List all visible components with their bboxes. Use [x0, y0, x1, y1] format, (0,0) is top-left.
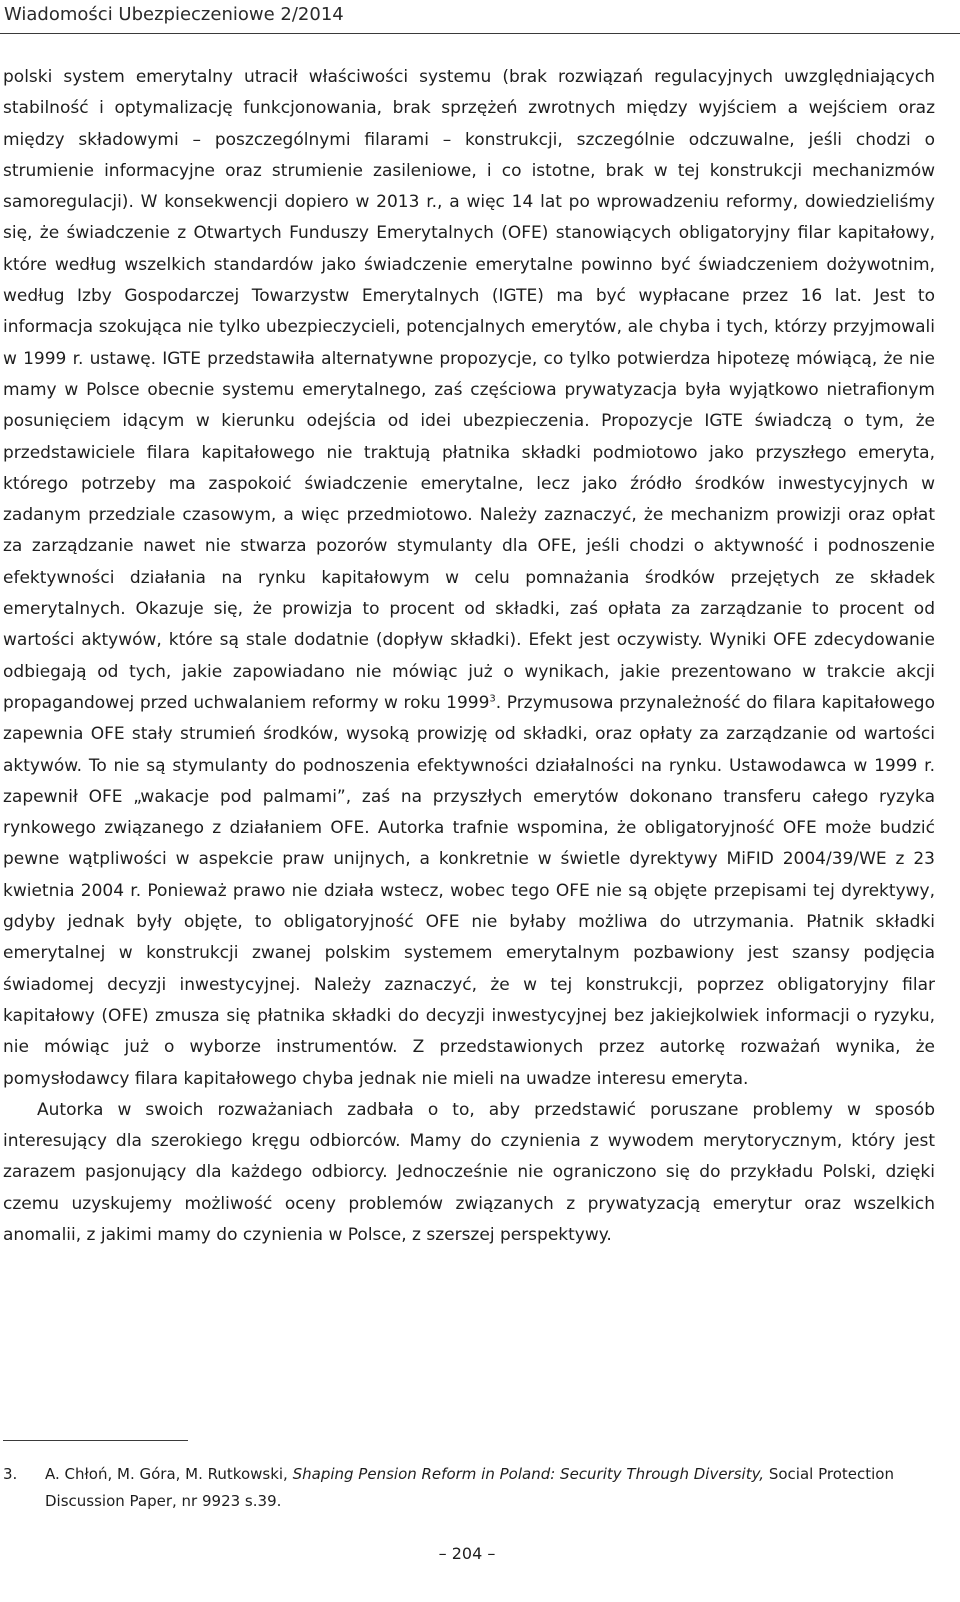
footnote-number: 3.: [3, 1465, 18, 1483]
header-divider: [0, 33, 960, 34]
footnote-title: Shaping Pension Reform in Poland: Security Through Diversity,: [292, 1465, 765, 1483]
footnote-ref[interactable]: 3: [489, 693, 496, 705]
footnote-divider: [3, 1440, 188, 1441]
article-body: [3, 62, 935, 1251]
paragraph-1: [3, 62, 935, 1095]
paragraph-2: Autorka w swoich rozważaniach zadbała o to, aby przedstawić poruszane problemy w sposób interesujący dla szerokiego kręgu odbiorców. Mamy do czynienia z wywodem merytorycznym, który jest zarazem pasjonujący dla każdego odbiorcy. Jednocześnie nie ograniczono się do przykładu Polski, dzięki czemu uzyskujemy możliwość oceny problemów związanych z prywatyzacją emerytur oraz wszelkich anomalii, z jakimi mamy do czynienia w Polsce, z szerszej perspektywy.: [3, 1099, 935, 1245]
footnote-source: Social Protection Discussion Paper, nr 9923 s.39.: [45, 1465, 894, 1510]
footnote: [3, 1461, 935, 1515]
footnote-authors: A. Chłoń, M. Góra, M. Rutkowski,: [45, 1465, 293, 1483]
paragraph-1-text: polski system emerytalny utracił właściwości systemu (brak rozwiązań regulacyjnych uwzględniających stabilność i optymalizację funkcjonowania, brak sprzężeń zwrotnych między wyjściem a wejściem oraz między składowymi – poszczególnymi filarami – konstrukcji, szczególnie odczuwalne, jeśli chodzi o strumienie informacyjne oraz strumienie zasileniowe, i co istotne, brak w tej konstrukcji mechanizmów samoregulacji). W konsekwencji dopiero w 2013 r., a więc 14 lat po wprowadzeniu reformy, dowiedzieliśmy się, że świadczenie z Otwartych Funduszy Emerytalnych (OFE) stanowiących obligatoryjny filar kapitałowy, które według wszelkich standardów jako świadczenie emerytalne powinno być świadczeniem dożywotnim, według Izby Gospodarczej Towarzystw Emerytalnych (IGTE) ma być wypłacane przez 16 lat. Jest to informacja szokująca nie tylko ubezpieczycieli, potencjalnych emerytów, ale chyba i tych, którzy przyjmowali w 1999 r. ustawę. IGTE przedstawiła alternatywne propozycje, co tylko potwierdza hipotezę mówiącą, że nie mamy w Polsce obecnie systemu emerytalnego, zaś częściowa prywatyzacja była wyjątkowo nietrafionym posunięciem idącym w kierunku odejścia od idei ubezpieczenia. Propozycje IGTE świadczą o tym, że przedstawiciele filara kapitałowego nie traktują płatnika składki podmiotowo jako przyszłego emeryta, którego potrzeby ma zaspokoić świadczenie emerytalne, lecz jako źródło środków inwestycyjnych w zadanym przedziale czasowym, a więc przedmiotowo. Należy zaznaczyć, że mechanizm prowizji oraz opłat za zarządzanie nawet nie stwarza pozorów stymulanty dla OFE, jeśli chodzi o aktywność i podnoszenie efektywności działania na rynku kapitałowym w celu pomnażania środków przejętych ze składek emerytalnych. Okazuje się, że prowizja to procent od składki, zaś opłata za zarządzanie to procent od wartości aktywów, które są stale dodatnie (dopływ składki). Efekt jest oczywisty. Wyniki OFE zdecydowanie odbiegają od tych, jakie zapowiadano nie mówiąc już o wynikach, jakie prezentowano w trakcie akcji propagandowej przed uchwalaniem reformy w roku 1999: [3, 67, 935, 713]
running-header: Wiadomości Ubezpieczeniowe 2/2014: [4, 4, 344, 25]
paragraph-1-text-cont: . Przymusowa przynależność do filara kapitałowego zapewnia OFE stały strumień środków, wysoką prowizję od składki, oraz opłaty za zarządzanie od wartości aktywów. To nie są stymulanty do podnoszenia efektywności działalności na rynku. Ustawodawca w 1999 r. zapewnił OFE „wakacje pod palmami”, zaś na przyszłych emerytów dokonano transferu całego ryzyka rynkowego związanego z działaniem OFE. Autorka trafnie wspomina, że obligatoryjność OFE może budzić pewne wątpliwości w aspekcie praw unijnych, a konkretnie w świetle dyrektywy MiFID 2004/39/WE z 23 kwietnia 2004 r. Ponieważ prawo nie działa wstecz, wobec tego OFE nie są objęte przepisami tej dyrektywy, gdyby jednak były objęte, to obligatoryjność OFE nie byłaby możliwa do utrzymania. Płatnik składki emerytalnej w konstrukcji zwanej polskim systemem emerytalnym pozbawiony jest szansy podjęcia świadomej decyzji inwestycyjnej. Należy zaznaczyć, że w tej konstrukcji, poprzez obligatoryjny filar kapitałowy (OFE) zmusza się płatnika składki do decyzji inwestycyjnej bez jakiejkolwiek informacji o ryzyku, nie mówiąc już o wyborze instrumentów. Z przedstawionych przez autorkę rozważań wynika, że pomysłodawcy filara kapitałowego chyba jednak nie mieli na uwadze interesu emeryta.: [3, 692, 935, 1089]
footnote-text: [45, 1461, 935, 1515]
page-number: – 204 –: [438, 1544, 496, 1563]
